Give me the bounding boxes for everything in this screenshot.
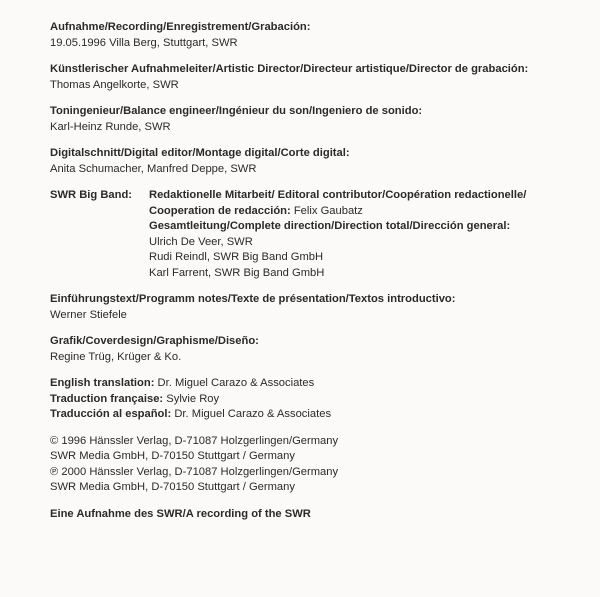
recording-value: 19.05.1996 Villa Berg, Stuttgart, SWR bbox=[50, 36, 238, 49]
digital-editor-value: Anita Schumacher, Manfred Deppe, SWR bbox=[50, 162, 257, 175]
copyright-line: ℗ 2000 Hänssler Verlag, D-71087 Holzgerlingen/Germany bbox=[50, 465, 339, 478]
editorial-heading-1: Redaktionelle Mitarbeit/ Editoral contributor/Coopération redactionelle/ bbox=[149, 189, 527, 201]
big-band-details bbox=[149, 188, 590, 281]
copyright-section bbox=[50, 434, 590, 496]
artistic-director-section bbox=[50, 62, 590, 93]
editorial-line bbox=[149, 204, 590, 220]
translation-label: English translation: bbox=[50, 377, 155, 389]
direction-heading: Gesamtleitung/Complete direction/Direction total/Dirección general: bbox=[149, 220, 511, 232]
program-notes-section bbox=[50, 292, 590, 323]
copyright-line: © 1996 Hänssler Verlag, D-71087 Holzgerlingen/Germany bbox=[50, 434, 339, 447]
footer-section bbox=[50, 507, 590, 523]
copyright-line: SWR Media GmbH, D-70150 Stuttgart / Germany bbox=[50, 481, 295, 493]
translation-french bbox=[50, 392, 590, 408]
editorial-value: Felix Gaubatz bbox=[293, 204, 363, 217]
program-notes-heading: Einführungstext/Programm notes/Texte de présentation/Textos introductivo: bbox=[50, 293, 456, 305]
direction-name: Karl Farrent, SWR Big Band GmbH bbox=[149, 266, 325, 279]
copyright-line: SWR Media GmbH, D-70150 Stuttgart / Germany bbox=[50, 450, 295, 462]
recording-heading: Aufnahme/Recording/Enregistrement/Grabación: bbox=[50, 21, 311, 33]
footer-text: Eine Aufnahme des SWR/A recording of the SWR bbox=[50, 507, 311, 520]
digital-editor-section bbox=[50, 146, 590, 177]
balance-engineer-value: Karl-Heinz Runde, SWR bbox=[50, 120, 171, 133]
big-band-label: SWR Big Band: bbox=[50, 189, 133, 201]
graphics-value: Regine Trüg, Krüger & Ko. bbox=[50, 350, 182, 363]
graphics-section bbox=[50, 334, 590, 365]
translation-english bbox=[50, 376, 590, 392]
direction-name: Rudi Reindl, SWR Big Band GmbH bbox=[149, 251, 324, 263]
translation-value: Sylvie Roy bbox=[166, 392, 220, 405]
recording-section bbox=[50, 20, 590, 51]
artistic-director-value: Thomas Angelkorte, SWR bbox=[50, 78, 179, 91]
credits-page bbox=[50, 20, 590, 533]
big-band-section bbox=[50, 188, 590, 281]
translation-label: Traducción al español: bbox=[50, 408, 172, 420]
translation-spanish bbox=[50, 407, 590, 423]
translation-label: Traduction française: bbox=[50, 392, 164, 405]
graphics-heading: Grafik/Coverdesign/Graphisme/Diseño: bbox=[50, 335, 259, 347]
balance-engineer-heading: Toningenieur/Balance engineer/Ingénieur du son/Ingeniero de sonido: bbox=[50, 105, 423, 117]
editorial-heading-2: Cooperation de redacción: bbox=[149, 204, 291, 217]
direction-name: Ulrich De Veer, SWR bbox=[149, 235, 253, 248]
artistic-director-heading: Künstlerischer Aufnahmeleiter/Artistic Director/Directeur artistique/Director de grabación: bbox=[50, 63, 529, 75]
digital-editor-heading: Digitalschnitt/Digital editor/Montage digital/Corte digital: bbox=[50, 147, 350, 159]
translations-section bbox=[50, 376, 590, 423]
translation-value: Dr. Miguel Carazo & Associates bbox=[174, 408, 332, 420]
balance-engineer-section bbox=[50, 104, 590, 135]
program-notes-value: Werner Stiefele bbox=[50, 308, 127, 321]
translation-value: Dr. Miguel Carazo & Associates bbox=[157, 377, 315, 389]
